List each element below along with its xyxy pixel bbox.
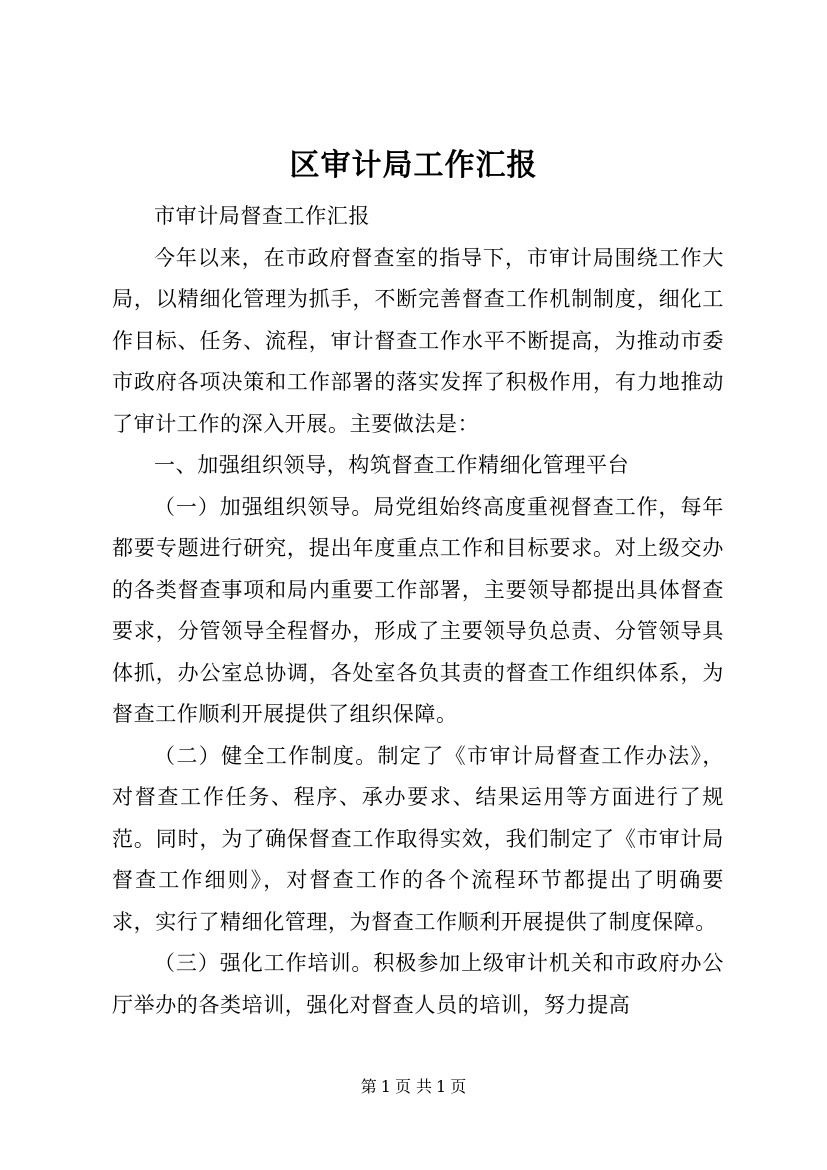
footer-prefix: 第 <box>360 1077 377 1096</box>
page-footer <box>0 1077 827 1097</box>
document-body <box>112 196 724 1026</box>
footer-page-number: 1 <box>380 1077 391 1096</box>
paragraph-subtitle: 市审计局督查工作汇报 <box>154 204 370 228</box>
paragraph-item-1: （一）加强组织领导。局党组始终高度重视督查工作，每年都要专题进行研究，提出年度重点工作和目标要求。对上级交办的各类督查事项和局内重要工作部署，主要领导都提出具体督查要求，分管领导全程督办，形成了主要领导负总责、分管领导具体抓，办公室总协调，各处室各负其责的督查工作组织体系，为督查工作顺利开展提供了组织保障。 <box>112 494 724 726</box>
document-title: 区审计局工作汇报 <box>289 148 538 183</box>
section-heading-1: 一、加强组织领导，构筑督查工作精细化管理平台 <box>154 453 630 477</box>
footer-total-pages: 1 <box>436 1077 447 1096</box>
paragraph-item-2: （二）健全工作制度。制定了《市审计局督查工作办法》，对督查工作任务、程序、承办要求、结果运用等方面进行了规范。同时，为了确保督查工作取得实效，我们制定了《市审计局督查工作细则》，对督查工作的各个流程环节都提出了明确要求，实行了精细化管理，为督查工作顺利开展提供了制度保障。 <box>112 743 724 934</box>
paragraph-intro: 今年以来，在市政府督查室的指导下，市审计局围绕工作大局，以精细化管理为抓手，不断完善督查工作机制制度，细化工作目标、任务、流程，审计督查工作水平不断提高，为推动市委市政府各项决策和工作部署的落实发挥了积极作用，有力地推动了审计工作的深入开展。主要做法是： <box>112 245 724 436</box>
paragraph-item-3: （三）强化工作培训。积极参加上级审计机关和市政府办公厅举办的各类培训，强化对督查人员的培训，努力提高 <box>112 951 724 1017</box>
footer-suffix: 页 <box>450 1077 467 1096</box>
footer-mid: 页 共 <box>394 1077 433 1096</box>
